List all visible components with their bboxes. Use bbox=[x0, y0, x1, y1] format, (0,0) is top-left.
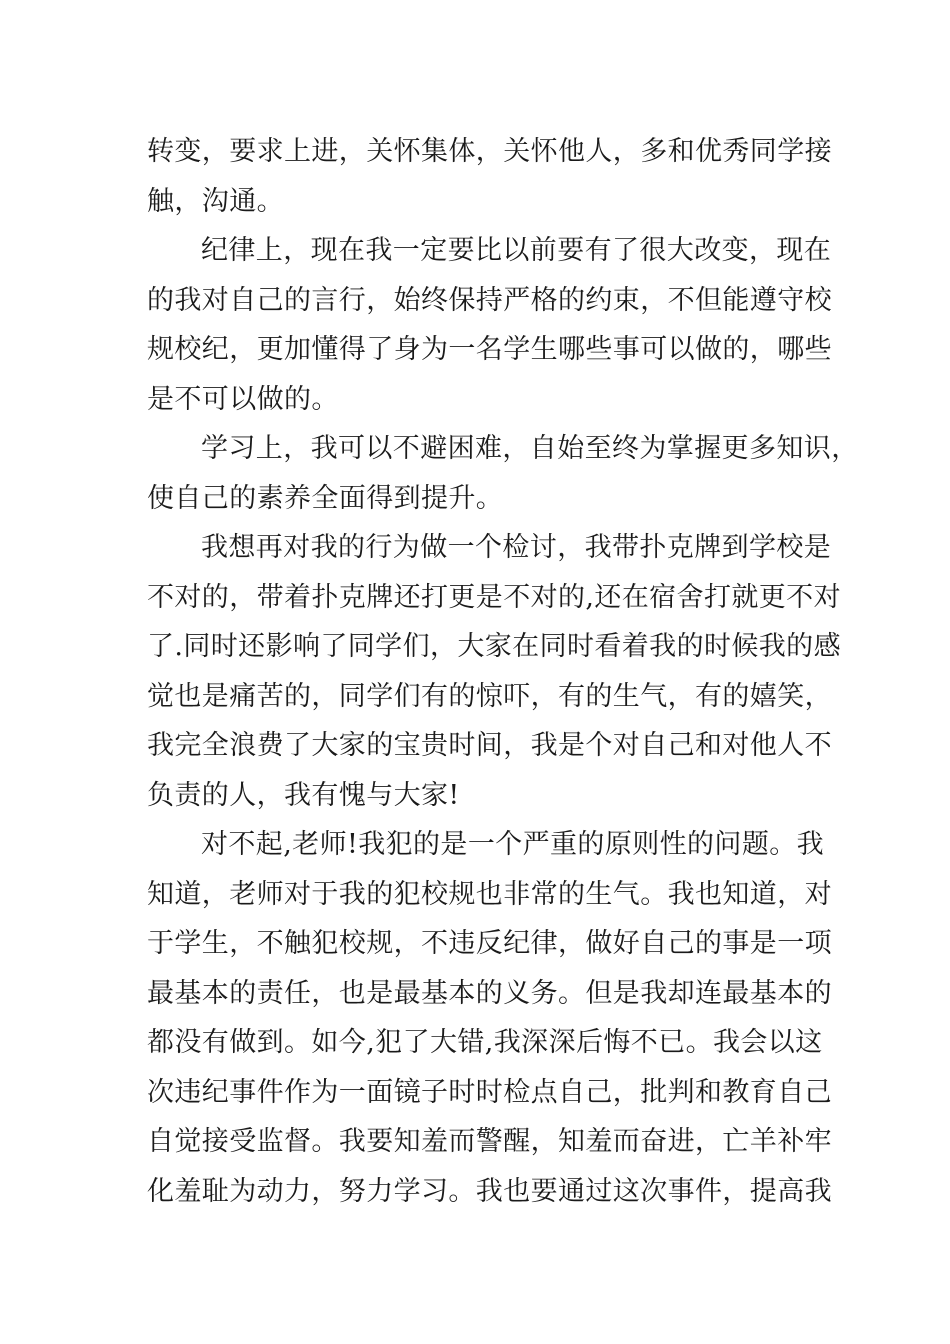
text-line: 使自己的素养全面得到提升。 bbox=[147, 482, 504, 514]
paragraph-start-line: 纪律上，现在我一定要比以前要有了很大改变，现在 bbox=[201, 235, 832, 266]
text-line: 转变，要求上进，关怀集体，关怀他人，多和优秀同学接 bbox=[147, 136, 832, 167]
text-line: 于学生，不触犯校规，不违反纪律，做好自己的事是一项 bbox=[147, 928, 832, 959]
text-line: 不对的，带着扑克牌还打更是不对的,还在宿舍打就更不对 bbox=[147, 581, 841, 613]
text-line: 的我对自己的言行，始终保持严格的约束，不但能遵守校 bbox=[147, 284, 832, 316]
text-line: 我完全浪费了大家的宝贵时间，我是个对自己和对他人不 bbox=[147, 730, 832, 761]
text-line: 规校纪，更加懂得了身为一名学生哪些事可以做的，哪些 bbox=[147, 334, 832, 365]
text-line: 化羞耻为动力，努力学习。我也要通过这次事件，提高我 bbox=[147, 1175, 832, 1207]
document-body bbox=[147, 127, 859, 1216]
text-line: 了.同时还影响了同学们，大家在同时看着我的时候我的感 bbox=[147, 631, 841, 662]
text-line: 自觉接受监督。我要知羞而警醒，知羞而奋进，亡羊补牢 bbox=[147, 1126, 832, 1157]
text-line: 知道，老师对于我的犯校规也非常的生气。我也知道，对 bbox=[147, 878, 832, 910]
text-line: 都没有做到。如今,犯了大错,我深深后悔不已。我会以这 bbox=[147, 1027, 823, 1058]
text-line: 是不可以做的。 bbox=[147, 383, 339, 415]
paragraph-start-line: 学习上，我可以不避困难，自始至终为掌握更多知识， bbox=[201, 433, 859, 464]
text-line: 最基本的责任，也是最基本的义务。但是我却连最基本的 bbox=[147, 977, 832, 1009]
paragraph-start-line: 对不起,老师!我犯的是一个严重的原则性的问题。我 bbox=[201, 829, 825, 860]
paragraph-start-line: 我想再对我的行为做一个检讨，我带扑克牌到学校是 bbox=[201, 532, 832, 563]
text-line: 触，沟通。 bbox=[147, 185, 284, 217]
text-line: 次违纪事件作为一面镜子时时检点自己，批判和教育自己 bbox=[147, 1076, 832, 1108]
text-line: 负责的人，我有愧与大家! bbox=[147, 779, 460, 811]
text-line: 觉也是痛苦的，同学们有的惊吓，有的生气，有的嬉笑， bbox=[147, 680, 832, 712]
